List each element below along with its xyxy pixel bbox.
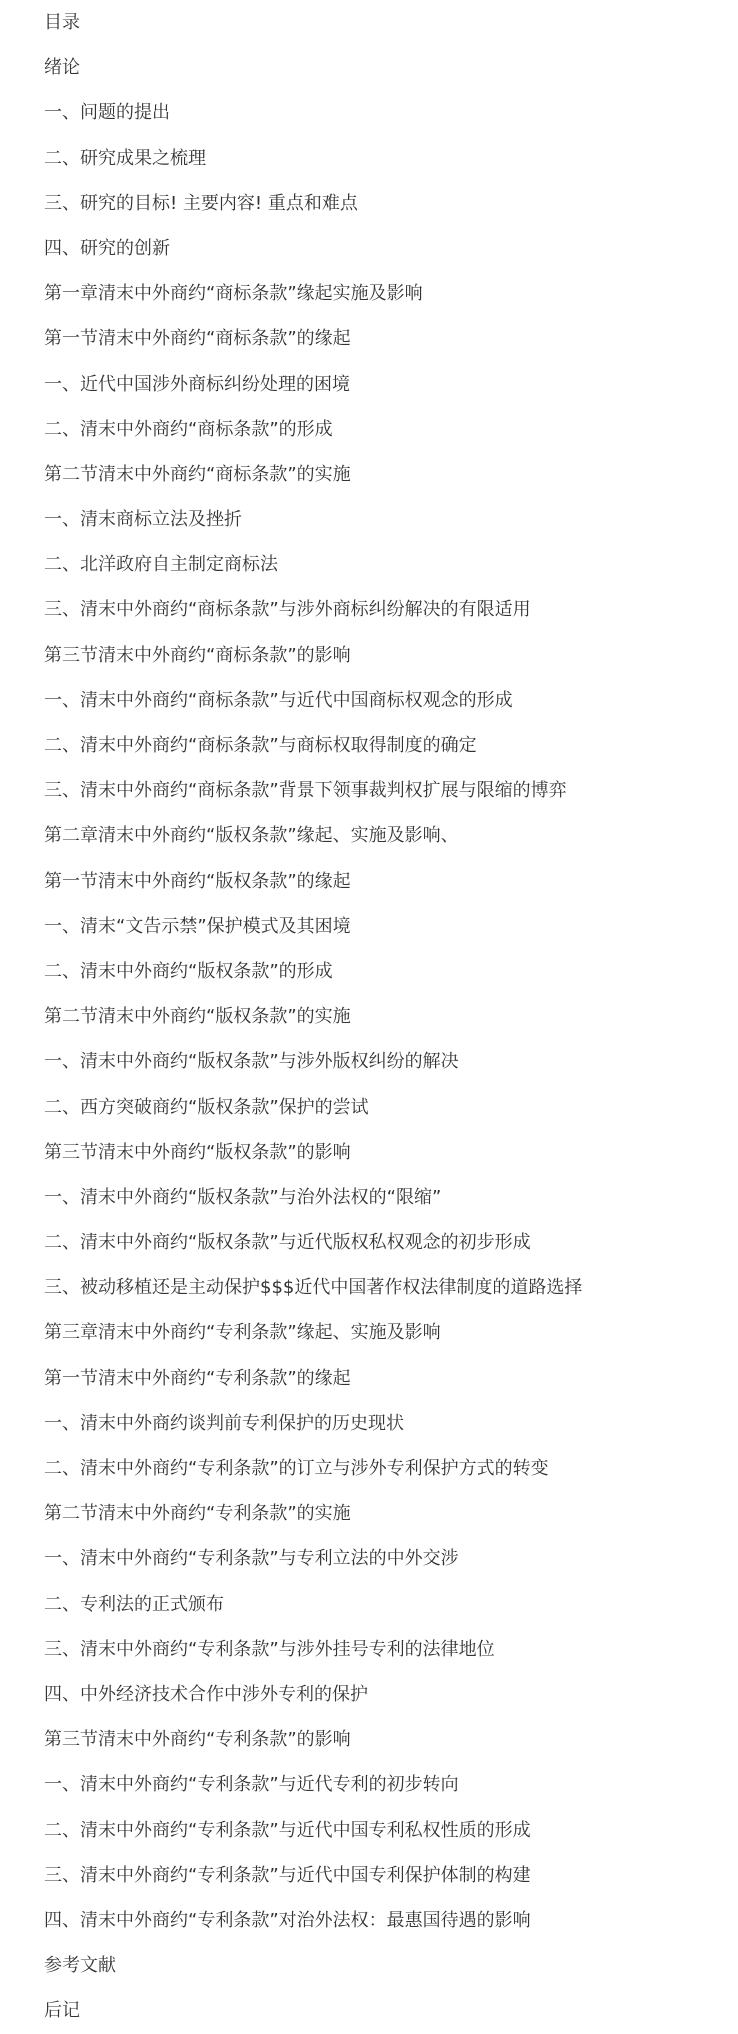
toc-item: 第二节清末中外商约“商标条款”的实施 (44, 463, 351, 485)
toc-item: 一、清末中外商约“专利条款”与近代专利的初步转向 (44, 1774, 459, 1796)
toc-item: 二、专利法的正式颁布 (44, 1593, 224, 1615)
toc-item: 二、清末中外商约“专利条款”与近代中国专利私权性质的形成 (44, 1819, 531, 1841)
toc-item: 一、清末“文告示禁”保护模式及其困境 (44, 915, 351, 937)
toc-item: 第三节清末中外商约“专利条款”的影响 (44, 1729, 351, 1751)
toc-item: 三、清末中外商约“专利条款”与近代中国专利保护体制的构建 (44, 1864, 531, 1886)
toc-item: 后记 (44, 2000, 80, 2022)
toc-item: 四、研究的创新 (44, 237, 170, 259)
toc-title: 目录 (44, 12, 80, 33)
toc-item: 第三节清末中外商约“商标条款”的影响 (44, 644, 351, 666)
toc-item: 一、清末中外商约“版权条款”与涉外版权纠纷的解决 (44, 1051, 459, 1073)
toc-item: 三、被动移植还是主动保护$$$近代中国著作权法律制度的道路选择 (44, 1277, 583, 1299)
toc-item: 一、近代中国涉外商标纠纷处理的困境 (44, 373, 350, 395)
toc-item: 第三节清末中外商约“版权条款”的影响 (44, 1141, 351, 1163)
toc-item: 第二节清末中外商约“专利条款”的实施 (44, 1503, 351, 1525)
toc-item: 第二章清末中外商约“版权条款”缘起、实施及影响、 (44, 825, 459, 847)
toc-item: 三、清末中外商约“商标条款”与涉外商标纠纷解决的有限适用 (44, 599, 531, 621)
toc-item: 三、研究的目标! 主要内容! 重点和难点 (44, 192, 358, 214)
toc-item: 一、清末中外商约谈判前专利保护的历史现状 (44, 1412, 404, 1434)
toc-item: 第三章清末中外商约“专利条款”缘起、实施及影响 (44, 1322, 441, 1344)
toc-item: 第二节清末中外商约“版权条款”的实施 (44, 1006, 351, 1028)
toc-item: 三、清末中外商约“商标条款”背景下领事裁判权扩展与限缩的博弈 (44, 780, 567, 802)
toc-item: 二、清末中外商约“版权条款”的形成 (44, 960, 333, 982)
toc-item: 绪论 (44, 57, 80, 79)
toc-item: 二、西方突破商约“版权条款”保护的尝试 (44, 1096, 369, 1118)
toc-item: 二、清末中外商约“商标条款”与商标权取得制度的确定 (44, 735, 477, 756)
table-of-contents (44, 0, 724, 2033)
toc-item: 二、清末中外商约“版权条款”与近代版权私权观念的初步形成 (44, 1232, 531, 1254)
toc-item: 一、清末中外商约“版权条款”与治外法权的“限缩” (44, 1186, 442, 1208)
toc-item: 一、问题的提出 (44, 102, 170, 124)
toc-item: 第一节清末中外商约“专利条款”的缘起 (44, 1367, 351, 1389)
toc-item: 一、清末商标立法及挫折 (44, 509, 242, 531)
toc-item: 一、清末中外商约“商标条款”与近代中国商标权观念的形成 (44, 689, 513, 711)
toc-item: 三、清末中外商约“专利条款”与涉外挂号专利的法律地位 (44, 1638, 495, 1660)
toc-item: 二、研究成果之梳理 (44, 147, 206, 169)
toc-item: 第一节清末中外商约“商标条款”的缘起 (44, 328, 351, 350)
toc-item: 四、清末中外商约“专利条款”对治外法权：最惠国待遇的影响 (44, 1909, 531, 1931)
toc-item: 第一节清末中外商约“版权条款”的缘起 (44, 870, 351, 892)
toc-item: 四、中外经济技术合作中涉外专利的保护 (44, 1683, 368, 1705)
toc-list (44, 45, 724, 2033)
toc-item: 参考文献 (44, 1955, 116, 1977)
toc-item: 一、清末中外商约“专利条款”与专利立法的中外交涉 (44, 1548, 459, 1570)
toc-item: 二、清末中外商约“商标条款”的形成 (44, 418, 333, 440)
toc-item: 第一章清末中外商约“商标条款”缘起实施及影响 (44, 283, 423, 305)
toc-item: 二、清末中外商约“专利条款”的订立与涉外专利保护方式的转变 (44, 1458, 549, 1479)
toc-item: 二、北洋政府自主制定商标法 (44, 554, 278, 576)
